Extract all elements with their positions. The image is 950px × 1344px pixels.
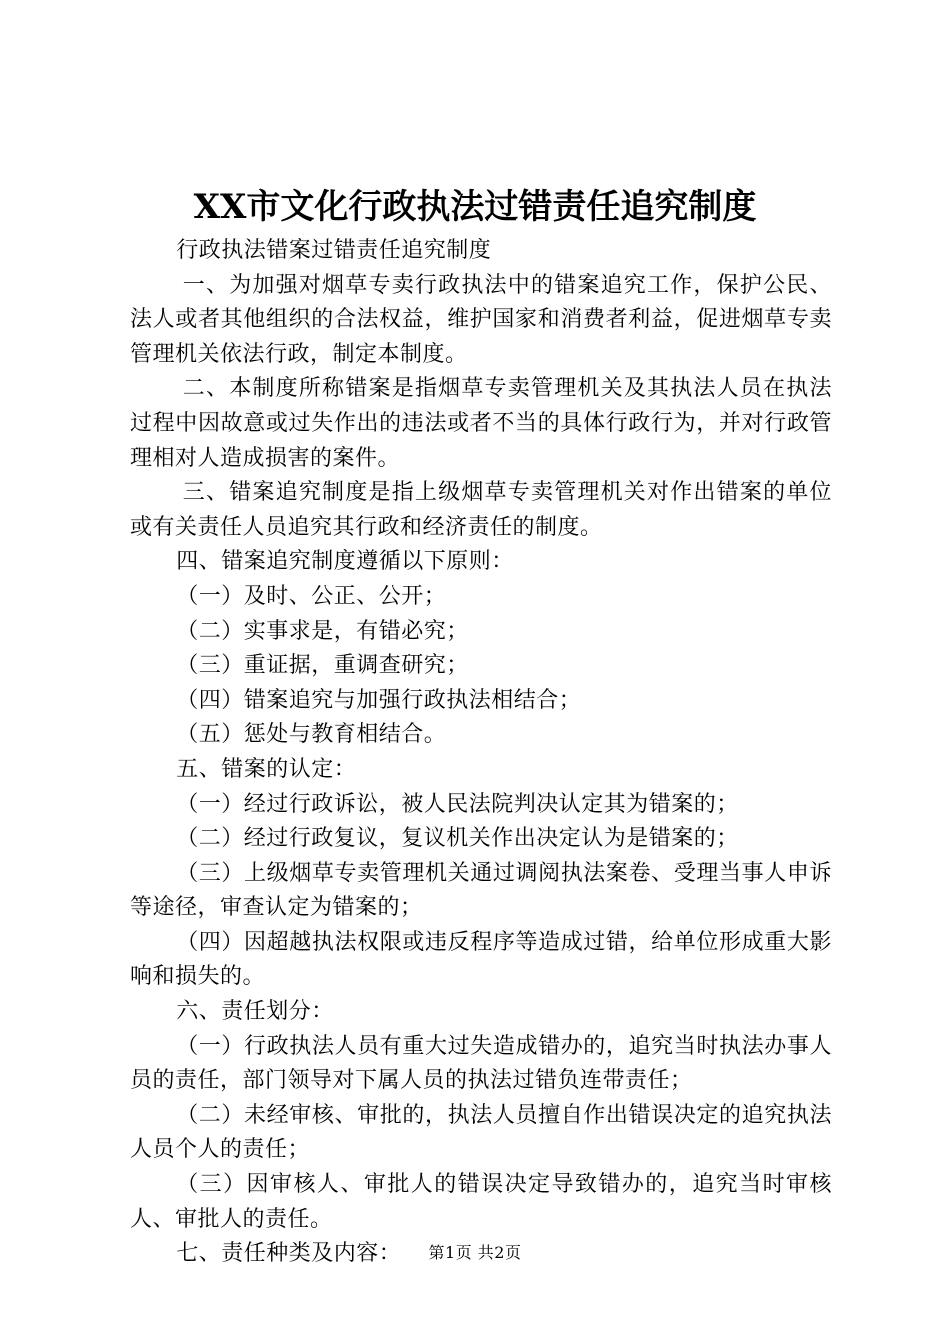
list-item: （一）行政执法人员有重大过失造成错办的，追究当时执法办事人员的责任，部门领导对下属人员的执法过错负连带责任； <box>130 1033 832 1094</box>
list-item: （三）上级烟草专卖管理机关通过调阅执法案卷、受理当事人申诉等途径，审查认定为错案的； <box>130 860 832 921</box>
paragraph-7: 七、责任种类及内容： <box>176 1241 402 1267</box>
document-body <box>130 234 832 1272</box>
list-item: （二）经过行政复议，复议机关作出决定认为是错案的； <box>176 826 739 852</box>
paragraph-5: 五、错案的认定： <box>176 756 357 782</box>
list-item: （三）重证据，重调查研究； <box>176 653 469 679</box>
list-item: （四）因超越执法权限或违反程序等造成过错，给单位形成重大影响和损失的。 <box>130 929 832 990</box>
list-item: （三）因审核人、审批人的错误决定导致错办的，追究当时审核人、审批人的责任。 <box>130 1172 832 1232</box>
document-title: XX市文化行政执法过错责任追究制度 <box>193 187 757 227</box>
paragraph-2: 二、本制度所称错案是指烟草专卖管理机关及其执法人员在执法过程中因故意或过失作出的违法或者不当的具体行政行为，并对行政管理相对人造成损害的案件。 <box>130 376 832 471</box>
list-item: （五）惩处与教育相结合。 <box>176 722 447 748</box>
list-item: （一）经过行政诉讼，被人民法院判决认定其为错案的； <box>176 791 739 817</box>
page-footer: 第1页 共2页 <box>428 1243 522 1262</box>
list-item: （一）及时、公正、公开； <box>176 583 447 609</box>
list-item: （四）错案追究与加强行政执法相结合； <box>176 687 582 713</box>
list-item: （二）未经审核、审批的，执法人员擅自作出错误决定的追究执法人员个人的责任； <box>130 1102 832 1163</box>
subtitle-paragraph: 行政执法错案过错责任追究制度 <box>176 238 492 263</box>
paragraph-6: 六、责任划分： <box>176 999 334 1025</box>
paragraph-4: 四、错案追究制度遵循以下原则： <box>176 549 514 575</box>
paragraph-1: 一、为加强对烟草专卖行政执法中的错案追究工作，保护公民、法人或者其他组织的合法权益，维护国家和消费者利益，促进烟草专卖管理机关依法行政，制定本制度。 <box>130 272 832 367</box>
paragraph-3: 三、错案追究制度是指上级烟草专卖管理机关对作出错案的单位或有关责任人员追究其行政和经济责任的制度。 <box>130 480 832 540</box>
list-item: （二）实事求是，有错必究； <box>176 618 469 644</box>
